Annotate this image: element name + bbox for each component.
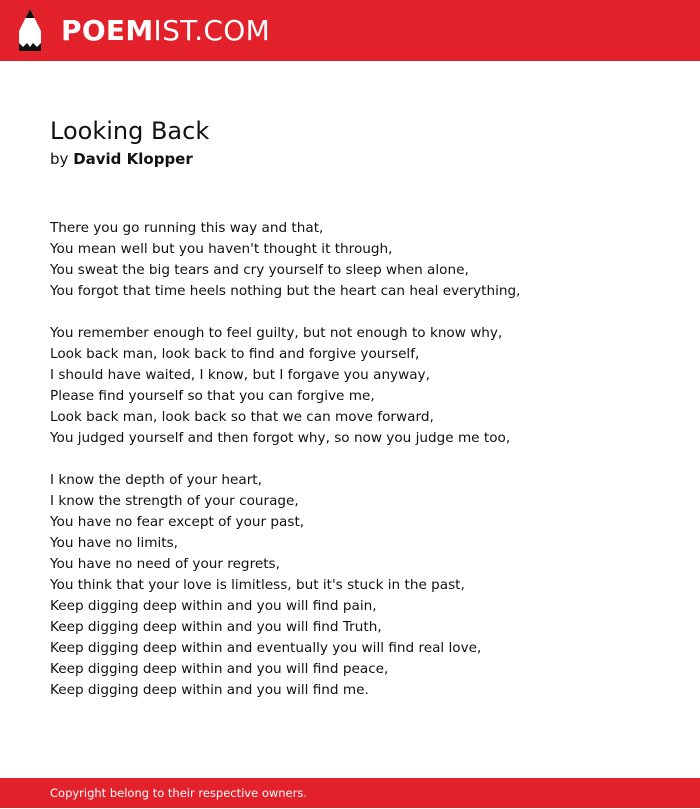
poem-stanza bbox=[50, 218, 670, 302]
poem-line: You sweat the big tears and cry yourself to sleep when alone, bbox=[50, 262, 469, 278]
poem-line: You judged yourself and then forgot why, so now you judge me too, bbox=[50, 430, 511, 446]
poem-line: You have no limits, bbox=[50, 535, 178, 551]
poem-line: There you go running this way and that, bbox=[50, 220, 324, 236]
site-header bbox=[0, 0, 700, 61]
poem-author: David Klopper bbox=[73, 150, 193, 168]
poem-line: I know the depth of your heart, bbox=[50, 472, 262, 488]
poem-stanza bbox=[50, 323, 670, 449]
poem-line: Keep digging deep within and you will find peace, bbox=[50, 661, 389, 677]
poem-title: Looking Back bbox=[50, 117, 210, 145]
by-label: by bbox=[50, 150, 69, 168]
poem-line: You think that your love is limitless, but it's stuck in the past, bbox=[50, 577, 465, 593]
poem-line: Keep digging deep within and you will find pain, bbox=[50, 598, 377, 614]
pencil-logo-icon[interactable] bbox=[18, 9, 42, 51]
copyright-text: Copyright belong to their respective owners. bbox=[50, 786, 308, 800]
poem-stanza bbox=[50, 470, 670, 701]
poem-line: Please find yourself so that you can forgive me, bbox=[50, 388, 375, 404]
poem-line: You have no need of your regrets, bbox=[50, 556, 280, 572]
poem-line: Keep digging deep within and you will find me. bbox=[50, 682, 369, 698]
site-footer bbox=[0, 778, 700, 808]
poem-line: Keep digging deep within and eventually you will find real love, bbox=[50, 640, 482, 656]
poem-line: You forgot that time heels nothing but the heart can heal everything, bbox=[50, 283, 521, 299]
site-logo-text[interactable] bbox=[61, 12, 270, 50]
poem-line: You remember enough to feel guilty, but not enough to know why, bbox=[50, 325, 503, 341]
poem-byline bbox=[50, 148, 193, 170]
poem-body bbox=[50, 218, 670, 722]
poem-line: You have no fear except of your past, bbox=[50, 514, 305, 530]
poem-line: I know the strength of your courage, bbox=[50, 493, 299, 509]
poem-line: Keep digging deep within and you will find Truth, bbox=[50, 619, 382, 635]
logo-text-light: IST.COM bbox=[153, 14, 271, 47]
poem-line: Look back man, look back so that we can move forward, bbox=[50, 409, 434, 425]
poem-line: You mean well but you haven't thought it through, bbox=[50, 241, 393, 257]
logo-text-bold: POEM bbox=[61, 14, 154, 47]
poem-line: I should have waited, I know, but I forgave you anyway, bbox=[50, 367, 430, 383]
poem-line: Look back man, look back to find and forgive yourself, bbox=[50, 346, 420, 362]
